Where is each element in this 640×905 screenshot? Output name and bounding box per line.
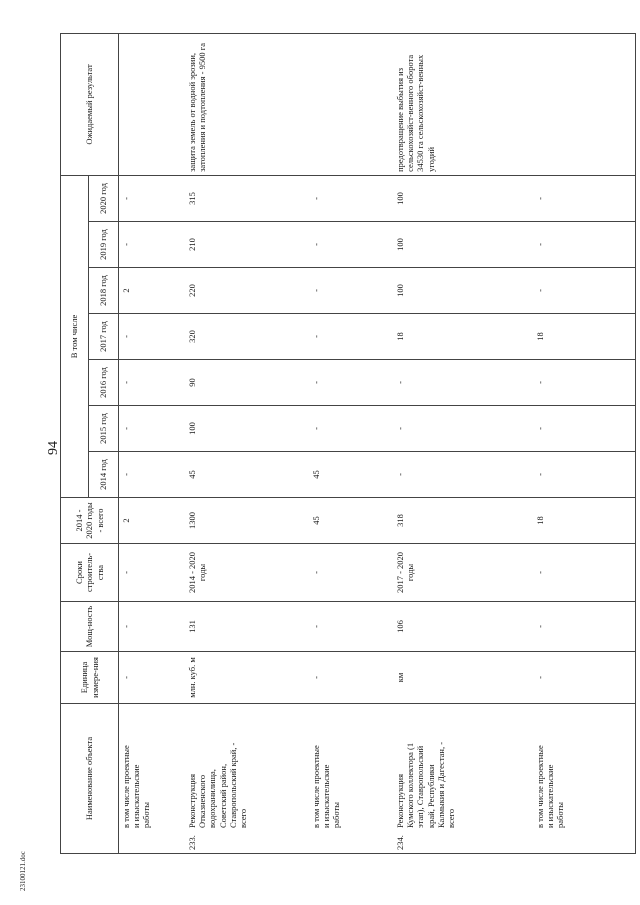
object-name: в том числе проектные и изыскательские работы [121,745,152,828]
year-cell: - [393,360,533,406]
year-cell: - [309,314,393,360]
unit-cell: - [533,652,636,704]
header-name: Наименование объекта [61,704,119,854]
header-year: 2020 год [89,175,119,221]
total-cell: 1300 [185,498,309,544]
unit-cell: км [393,652,533,704]
row-number: 233. [187,835,197,850]
header-year: 2017 год [89,314,119,360]
investment-table [60,33,636,854]
year-cell: 315 [185,175,309,221]
year-cell: 45 [185,452,309,498]
rotated-table-container [60,34,615,854]
header-year: 2016 год [89,360,119,406]
result-cell: защита земель от водной эрозии, затопления и подтопления - 9500 га [185,33,309,175]
document-code: 23100121.doc [19,851,27,891]
object-name: в том числе проектные и изыскательские работы [535,745,566,828]
table-row [119,33,186,853]
year-cell: - [309,406,393,452]
table-row [533,33,636,853]
year-cell: - [393,406,533,452]
year-cell: - [119,360,186,406]
header-total: 2014 - 2020 годы - всего [61,498,119,544]
terms-cell: 2014 - 2020 годы [185,544,309,602]
year-cell: - [533,406,636,452]
header-in-number: В том числе [61,175,89,497]
year-cell: 100 [393,222,533,268]
page-number: 94 [46,441,61,455]
year-cell: - [119,222,186,268]
unit-cell: - [309,652,393,704]
terms-cell: - [533,544,636,602]
year-cell: 100 [185,406,309,452]
year-cell: 220 [185,268,309,314]
year-cell: 18 [533,314,636,360]
year-cell: - [533,175,636,221]
table-row [393,33,533,853]
year-cell: - [119,314,186,360]
header-capacity: Мощ-ность [61,602,119,652]
total-cell: 45 [309,498,393,544]
header-year: 2015 год [89,406,119,452]
result-cell: предотвращение выбытия из сельскохозяйст-венного оборота 34530 га сельскохозяйст-венных угодий [393,33,533,175]
total-cell: 2 [119,498,186,544]
header-unit: Единица измере-ния [61,652,119,704]
result-cell [309,33,393,175]
year-cell: 45 [309,452,393,498]
table-row [309,33,393,853]
year-cell: - [309,268,393,314]
year-cell: - [309,222,393,268]
header-year: 2019 год [89,222,119,268]
year-cell: - [309,360,393,406]
year-cell: 100 [393,175,533,221]
row-number: 234. [395,835,405,850]
header-year: 2018 год [89,268,119,314]
table-row [185,33,309,853]
object-name: Реконструкция Отказненского водохранилища, Советский район, Ставропольский край, - всего [187,742,248,828]
year-cell: - [393,452,533,498]
object-name: Реконструкция Кумского коллектора (1 этап), Ставропольский край, Республики Калмыкия и Дагестан, - всего [395,741,456,828]
year-cell: - [119,452,186,498]
year-cell: - [119,406,186,452]
year-cell: 100 [393,268,533,314]
object-name: в том числе проектные и изыскательские работы [311,745,342,828]
year-cell: - [533,222,636,268]
header-terms: Сроки строитель-ства [61,544,119,602]
year-cell: 210 [185,222,309,268]
year-cell: - [533,268,636,314]
total-cell: 18 [533,498,636,544]
terms-cell: - [119,544,186,602]
terms-cell: - [309,544,393,602]
capacity-cell: 106 [393,602,533,652]
year-cell: - [533,452,636,498]
unit-cell: - [119,652,186,704]
year-cell: 320 [185,314,309,360]
header-year: 2014 год [89,452,119,498]
year-cell: 2 [119,268,186,314]
result-cell [533,33,636,175]
year-cell: 90 [185,360,309,406]
unit-cell: млн. куб. м [185,652,309,704]
terms-cell: 2017 - 2020 годы [393,544,533,602]
capacity-cell: 131 [185,602,309,652]
result-cell [119,33,186,175]
total-cell: 318 [393,498,533,544]
year-cell: 18 [393,314,533,360]
year-cell: - [119,175,186,221]
capacity-cell: - [309,602,393,652]
year-cell: - [533,360,636,406]
header-result: Ожидаемый результат [61,33,119,175]
capacity-cell: - [119,602,186,652]
year-cell: - [309,175,393,221]
capacity-cell: - [533,602,636,652]
